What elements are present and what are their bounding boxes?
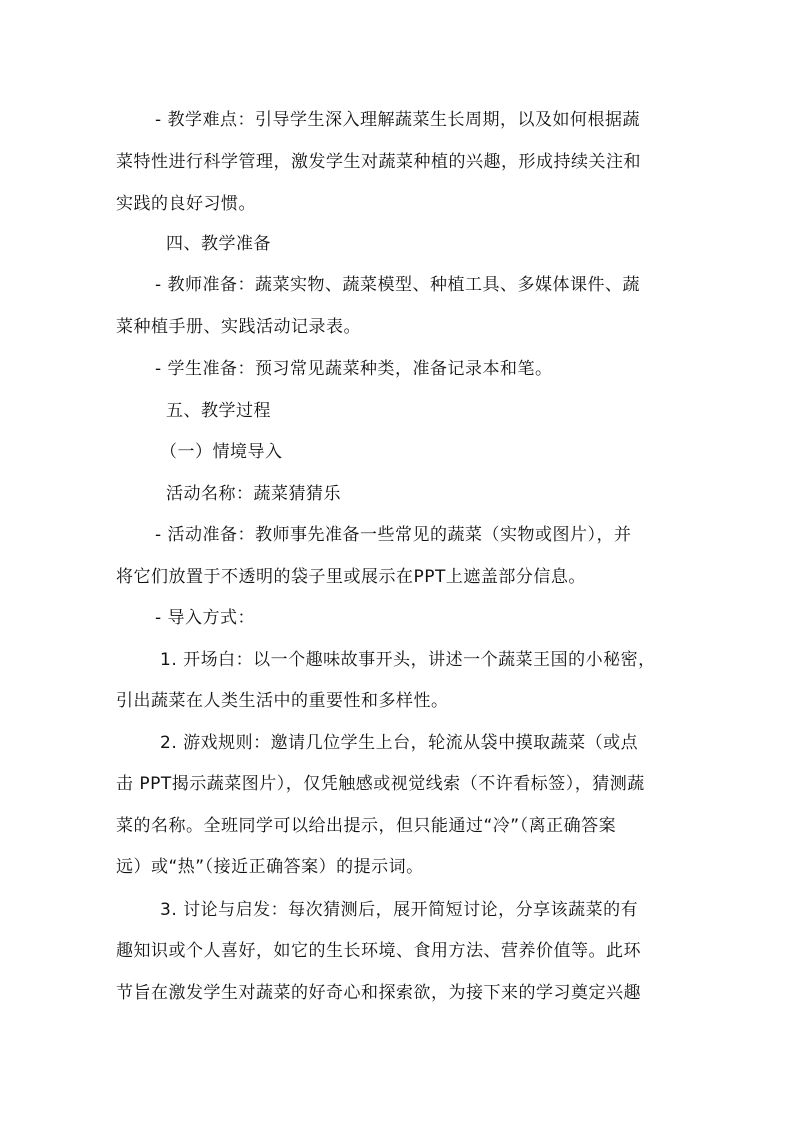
paragraph-line: 菜特性进行科学管理，激发学生对蔬菜种植的兴趣，形成持续关注和	[116, 152, 641, 172]
paragraph-line: 实践的良好习惯。	[116, 194, 256, 214]
section-heading: 五、教学过程	[166, 401, 271, 421]
paragraph-line: - 教学难点：引导学生深入理解蔬菜生长周期，以及如何根据蔬	[155, 110, 641, 130]
subsection-heading: （一）情境导入	[160, 442, 283, 462]
paragraph-line: 将它们放置于不透明的袋子里或展示在PPT上遮盖部分信息。	[116, 567, 586, 587]
paragraph-line: - 活动准备：教师事先准备一些常见的蔬菜（实物或图片），并	[155, 525, 632, 545]
paragraph-line: - 教师准备：蔬菜实物、蔬菜模型、种植工具、多媒体课件、蔬	[155, 275, 641, 295]
paragraph-line: 活动名称：蔬菜猜猜乐	[166, 484, 341, 504]
list-item-line: 2. 游戏规则：邀请几位学生上台，轮流从袋中摸取蔬菜（或点	[160, 733, 639, 753]
paragraph-line: - 学生准备：预习常见蔬菜种类，准备记录本和笔。	[155, 359, 553, 379]
list-item-line: 节旨在激发学生对蔬菜的好奇心和探索欲，为接下来的学习奠定兴趣	[116, 983, 641, 1003]
paragraph-line: - 导入方式：	[155, 608, 256, 628]
list-item-line: 引出蔬菜在人类生活中的重要性和多样性。	[116, 691, 449, 711]
section-heading: 四、教学准备	[166, 234, 271, 254]
list-item-line: 远）或“热”（接近正确答案）的提示词。	[116, 857, 424, 877]
list-item-line: 趣知识或个人喜好，如它的生长环境、食用方法、营养价值等。此环	[116, 941, 641, 961]
list-item-line: 菜的名称。全班同学可以给出提示，但只能通过“冷”（离正确答案	[116, 816, 617, 836]
list-item-line: 3. 讨论与启发：每次猜测后，展开简短讨论，分享该蔬菜的有	[160, 900, 639, 920]
list-item-line: 1. 开场白：以一个趣味故事开头，讲述一个蔬菜王国的小秘密，	[160, 650, 656, 670]
paragraph-line: 菜种植手册、实践活动记录表。	[116, 317, 361, 337]
list-item-line: 击 PPT揭示蔬菜图片），仅凭触感或视觉线索（不许看标签），猜测蔬	[116, 774, 645, 794]
